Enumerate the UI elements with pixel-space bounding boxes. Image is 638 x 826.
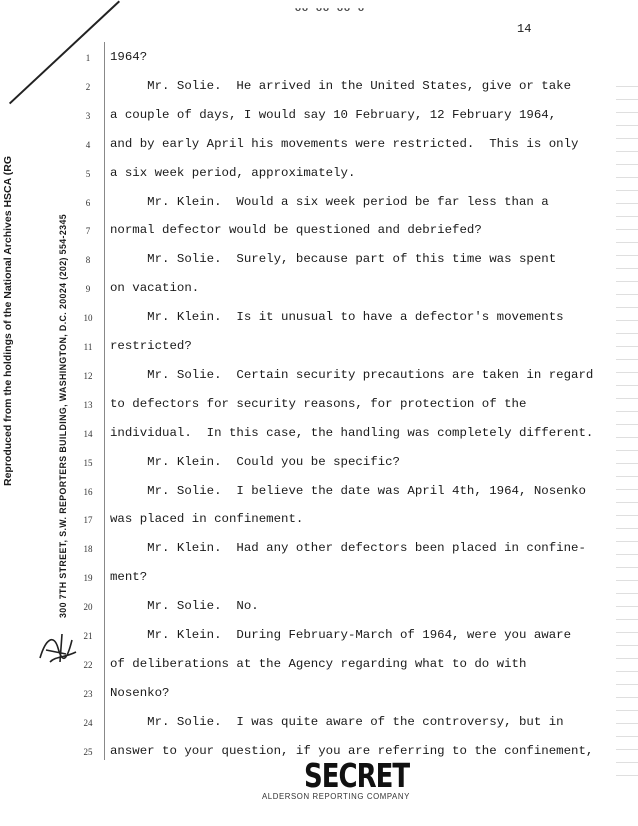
line-number: 20 (83, 602, 93, 613)
line-number: 3 (85, 110, 91, 121)
line-number: 5 (85, 168, 91, 179)
transcript-line: Mr. Klein. During February-March of 1964, were you aware (110, 628, 572, 642)
transcript-line: Mr. Solie. No. (110, 599, 259, 614)
page-number: 14 (517, 22, 532, 36)
line-number: 8 (85, 255, 91, 266)
transcript-line: restricted? (110, 339, 192, 353)
transcript-line: normal defector would be questioned and debriefed? (110, 223, 482, 238)
line-number: 11 (83, 342, 93, 352)
archive-reproduction-notice: Reproduced from the holdings of the National Archives HSCA (RG (2, 156, 14, 486)
scan-edge-artifact (616, 80, 638, 780)
transcript-line: Mr. Klein. Had any other defectors been placed in confine- (110, 541, 586, 556)
transcript-line: a six week period, approximately. (110, 165, 356, 180)
transcript-line: ment? (110, 570, 148, 585)
transcript-line: on vacation. (110, 281, 200, 296)
margin-rule (104, 42, 105, 760)
line-number: 19 (83, 573, 93, 584)
line-number: 9 (85, 284, 91, 295)
line-number: 22 (83, 659, 93, 670)
line-number: 21 (83, 631, 93, 641)
transcript-line: Mr. Solie. Certain security precautions are taken in regard (110, 367, 594, 382)
transcript-line: Mr. Klein. Could you be specific? (110, 454, 400, 469)
line-number: 15 (83, 457, 93, 468)
transcript-line: to defectors for security reasons, for protection of the (110, 396, 527, 411)
reporting-company: ALDERSON REPORTING COMPANY (262, 792, 410, 801)
transcript-line: Mr. Klein. Would a six week period be far less than a (110, 194, 549, 209)
line-number: 18 (83, 544, 93, 555)
line-number: 7 (85, 226, 91, 237)
line-number: 14 (83, 428, 93, 439)
line-number: 6 (85, 197, 91, 208)
line-number: 16 (83, 486, 93, 497)
transcript-line: answer to your question, if you are referring to the confinement, (110, 743, 594, 758)
transcript-line: individual. In this case, the handling was completely different. (110, 425, 594, 440)
line-number: 1 (85, 53, 91, 63)
transcript-line: Mr. Klein. Is it unusual to have a defector's movements (110, 310, 564, 325)
reporter-address: 300 7TH STREET, S.W. REPORTERS BUILDING, WASHINGTON, D.C. 20024 (202) 554-2345 (58, 213, 68, 618)
transcript-line: a couple of days, I would say 10 February, 12 February 1964, (110, 107, 557, 122)
transcript-line: Mr. Solie. I believe the date was April 4th, 1964, Nosenko (110, 483, 586, 498)
handwritten-initials (36, 628, 82, 668)
line-number: 25 (83, 746, 93, 757)
top-stamp: ᴗᴗ ᴗᴗ ᴗᴗ ᴗ (295, 4, 366, 15)
line-number: 12 (83, 370, 93, 381)
transcript-line: Mr. Solie. I was quite aware of the controversy, but in (110, 714, 564, 729)
line-number: 24 (83, 717, 93, 728)
classification-stamp: SECRET (304, 758, 410, 796)
line-number: 10 (83, 313, 93, 324)
line-number: 23 (83, 688, 93, 699)
line-number: 4 (85, 139, 91, 150)
transcript-line: Mr. Solie. Surely, because part of this time was spent (110, 252, 557, 267)
line-number: 2 (85, 81, 91, 92)
line-number: 13 (83, 399, 93, 410)
line-number: 17 (83, 515, 93, 526)
transcript-line: and by early April his movements were restricted. This is only (110, 136, 579, 151)
transcript-line: was placed in confinement. (110, 512, 304, 527)
transcript-line: of deliberations at the Agency regarding what to do with (110, 656, 527, 671)
transcript-line: 1964? (110, 50, 148, 64)
transcript-line: Nosenko? (110, 685, 170, 700)
transcript-line: Mr. Solie. He arrived in the United States, give or take (110, 78, 572, 93)
